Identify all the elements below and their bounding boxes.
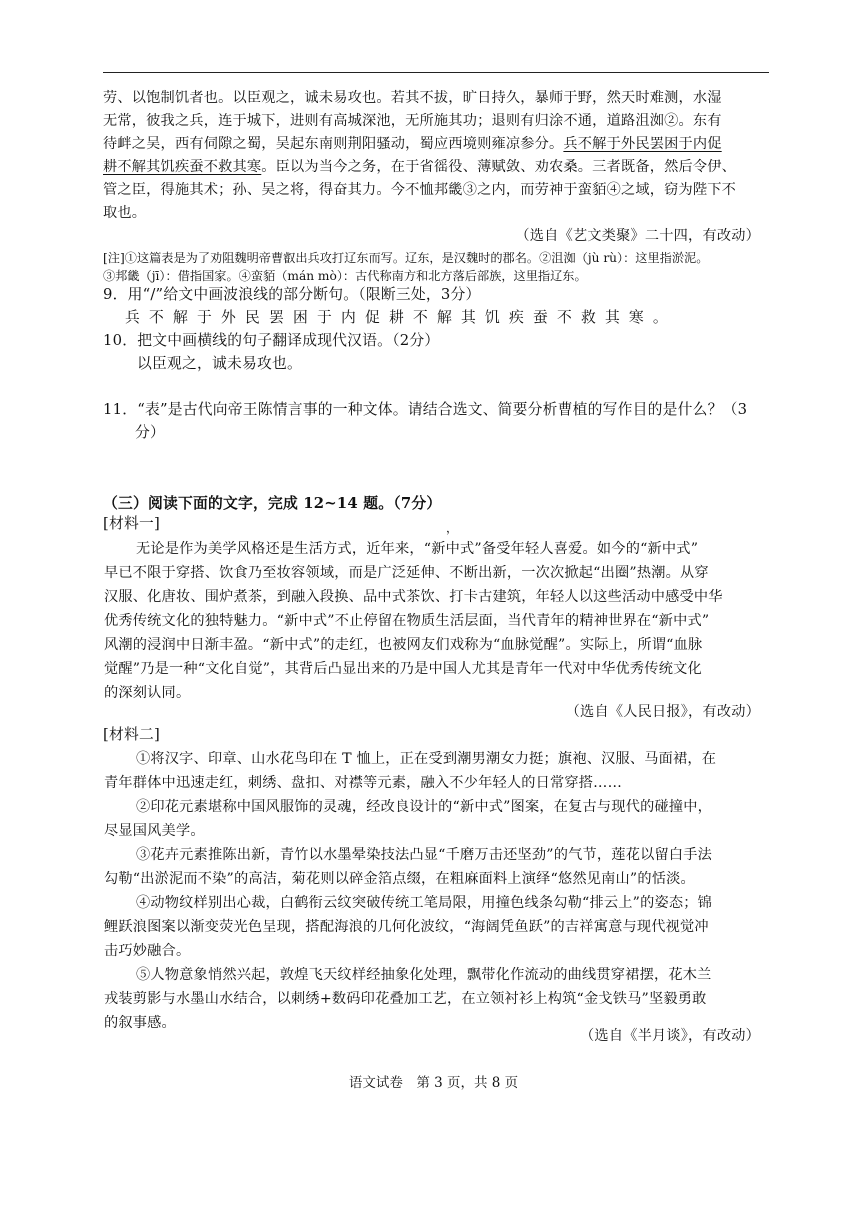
material-line: 觉醒”乃是一种“文化自觉”，其背后凸显出来的乃是中国人尤其是青年一代对中华优秀传统文化 <box>104 661 702 677</box>
material-line: 早已不限于穿搭、饮食乃至妆容领域，而是广泛延伸、不断出新，一次次掀起“出圈”热潮。从穿 <box>104 565 709 581</box>
material-line: 戎装剪影与水墨山水结合，以刺绣+数码印花叠加工艺，在立领衬衫上构筑“金戈铁马”坚毅勇敢 <box>104 991 707 1007</box>
passage-text: 待衅之吴，西有伺隙之蜀，吴起东南则荆阳骚动，蜀应西境则雍凉参分。 <box>103 136 564 152</box>
material-line: 青年群体中迅速走红，刺绣、盘扣、对襟等元素，融入不少年轻人的日常穿搭…… <box>104 775 622 791</box>
material-line: 优秀传统文化的独特魅力。“新中式”不止停留在物质生活层面，当代青年的精神世界在“新中式” <box>104 613 710 629</box>
passage-line <box>103 157 736 177</box>
question-title: 11．“表”是古代向帝王陈情言事的一种文体。请结合选文、简要分析曹植的写作目的是什么？（3 <box>103 401 748 418</box>
material-line: ④动物纹样别出心裁，白鹤衔云纹突破传统工笔局限，用撞色线条勾勒“排云上”的姿态；锦 <box>136 895 713 911</box>
material-line: 汉服、化唐妆、围炉煮茶，到融入段换、品中式茶饮、打卡古建筑，年轻人以这些活动中感受中华 <box>104 589 723 605</box>
wavy-underlined-text: 兵不解于外民罢困于内促 <box>563 136 722 152</box>
passage-line: 管之臣，得施其术；孙、吴之将，得奋其力。今不恤邦畿③之内，而劳神于蛮貊④之域，窃为陛下不 <box>103 182 737 198</box>
answer-text: 兵不解于外民罢困于内促耕不解其饥疾蚕不救其寒。 <box>125 309 677 326</box>
passage-line: 无常，彼我之兵，连于城下，进则有高城深池，无所施其功；退则有归涂不通，道路沮洳②。东有 <box>103 113 722 129</box>
material-line: ⑤人物意象悄然兴起，敦煌飞天纹样经抽象化处理，飘带化作流动的曲线贯穿裙摆，花木兰 <box>136 967 712 983</box>
wavy-underlined-text: 耕不解其饥疾蚕不救其寒 <box>103 159 262 175</box>
passage-line: 劳、以饱制饥者也。以臣观之，诚未易攻也。若其不拔，旷日持久，暴师于野，然天时难测，水湿 <box>103 90 722 106</box>
stray-mark: ， <box>446 521 459 535</box>
passage-line <box>103 134 722 154</box>
material-line: 鲤跃浪图案以渐变荧光色呈现，搭配海浪的几何化波纹，“海阔凭鱼跃”的吉祥寓意与现代视觉冲 <box>104 919 709 935</box>
note-line: [注]①这篇表是为了劝阻魏明帝曹叡出兵攻打辽东而写。辽东，是汉魏时的郡名。②沮洳（jù rù）：这里指淤泥。 <box>103 251 709 265</box>
material-label: [材料二] <box>103 726 160 743</box>
material-line: 的深刻认同。 <box>104 685 191 701</box>
material-line: 无论是作为美学风格还是生活方式，近年来，“新中式”备受年轻人喜爱。如今的“新中式” <box>136 541 699 557</box>
material-line: 勾勒“出淤泥而不染”的高洁，菊花则以碎金箔点缀，在粗麻面料上演绎“悠然见南山”的恬淡。 <box>104 871 695 887</box>
passage-line: 取也。 <box>103 205 147 221</box>
material-line: 击巧妙融合。 <box>104 943 191 959</box>
header-rule <box>103 72 769 73</box>
material-line: ③花卉元素推陈出新，青竹以水墨晕染技法凸显“千磨万击还坚劲”的气节，莲花以留白手法 <box>136 847 713 863</box>
material-line: 尽显国风美学。 <box>104 823 205 839</box>
material-line: ②印花元素堪称中国风服饰的灵魂，经改良设计的“新中式”图案，在复古与现代的碰撞中， <box>136 799 713 815</box>
question-title-cont: 分） <box>135 424 165 441</box>
material-line: 的叙事感。 <box>104 1015 176 1031</box>
material-source: （选自《半月谈》，有改动） <box>580 1028 760 1044</box>
section-title: （三）阅读下面的文字，完成 12~14 题。（7分） <box>103 495 442 512</box>
page-footer: 语文试卷 第 3 页，共 8 页 <box>348 1075 519 1091</box>
passage-source: （选自《艺文类聚》二十四，有改动） <box>515 228 760 244</box>
note-line: ③邦畿（jī）：借指国家。④蛮貊（mán mò）：古代称南方和北方落后部族，这里指辽东。 <box>103 269 587 283</box>
material-line: 风潮的浸润中日渐丰盈。“新中式”的走红，也被网友们戏称为“血脉觉醒”。实际上，所谓“血脉 <box>104 637 703 653</box>
material-line: ①将汉字、印章、山水花鸟印在 T 恤上，正在受到潮男潮女力挺；旗袍、汉服、马面裙，在 <box>136 751 717 767</box>
question-title: 10．把文中画横线的句子翻译成现代汉语。（2分） <box>103 332 440 349</box>
passage-text: 。臣以为当今之务，在于省徭役、薄赋敛、劝农桑。三者既备，然后令伊、 <box>261 159 737 175</box>
answer-text: 以臣观之，诚未易攻也。 <box>137 355 302 372</box>
question-title: 9．用“/”给文中画波浪线的部分断句。（限断三处，3分） <box>103 286 481 303</box>
material-label: [材料一] <box>103 515 160 532</box>
material-source: （选自《人民日报》，有改动） <box>565 704 760 720</box>
